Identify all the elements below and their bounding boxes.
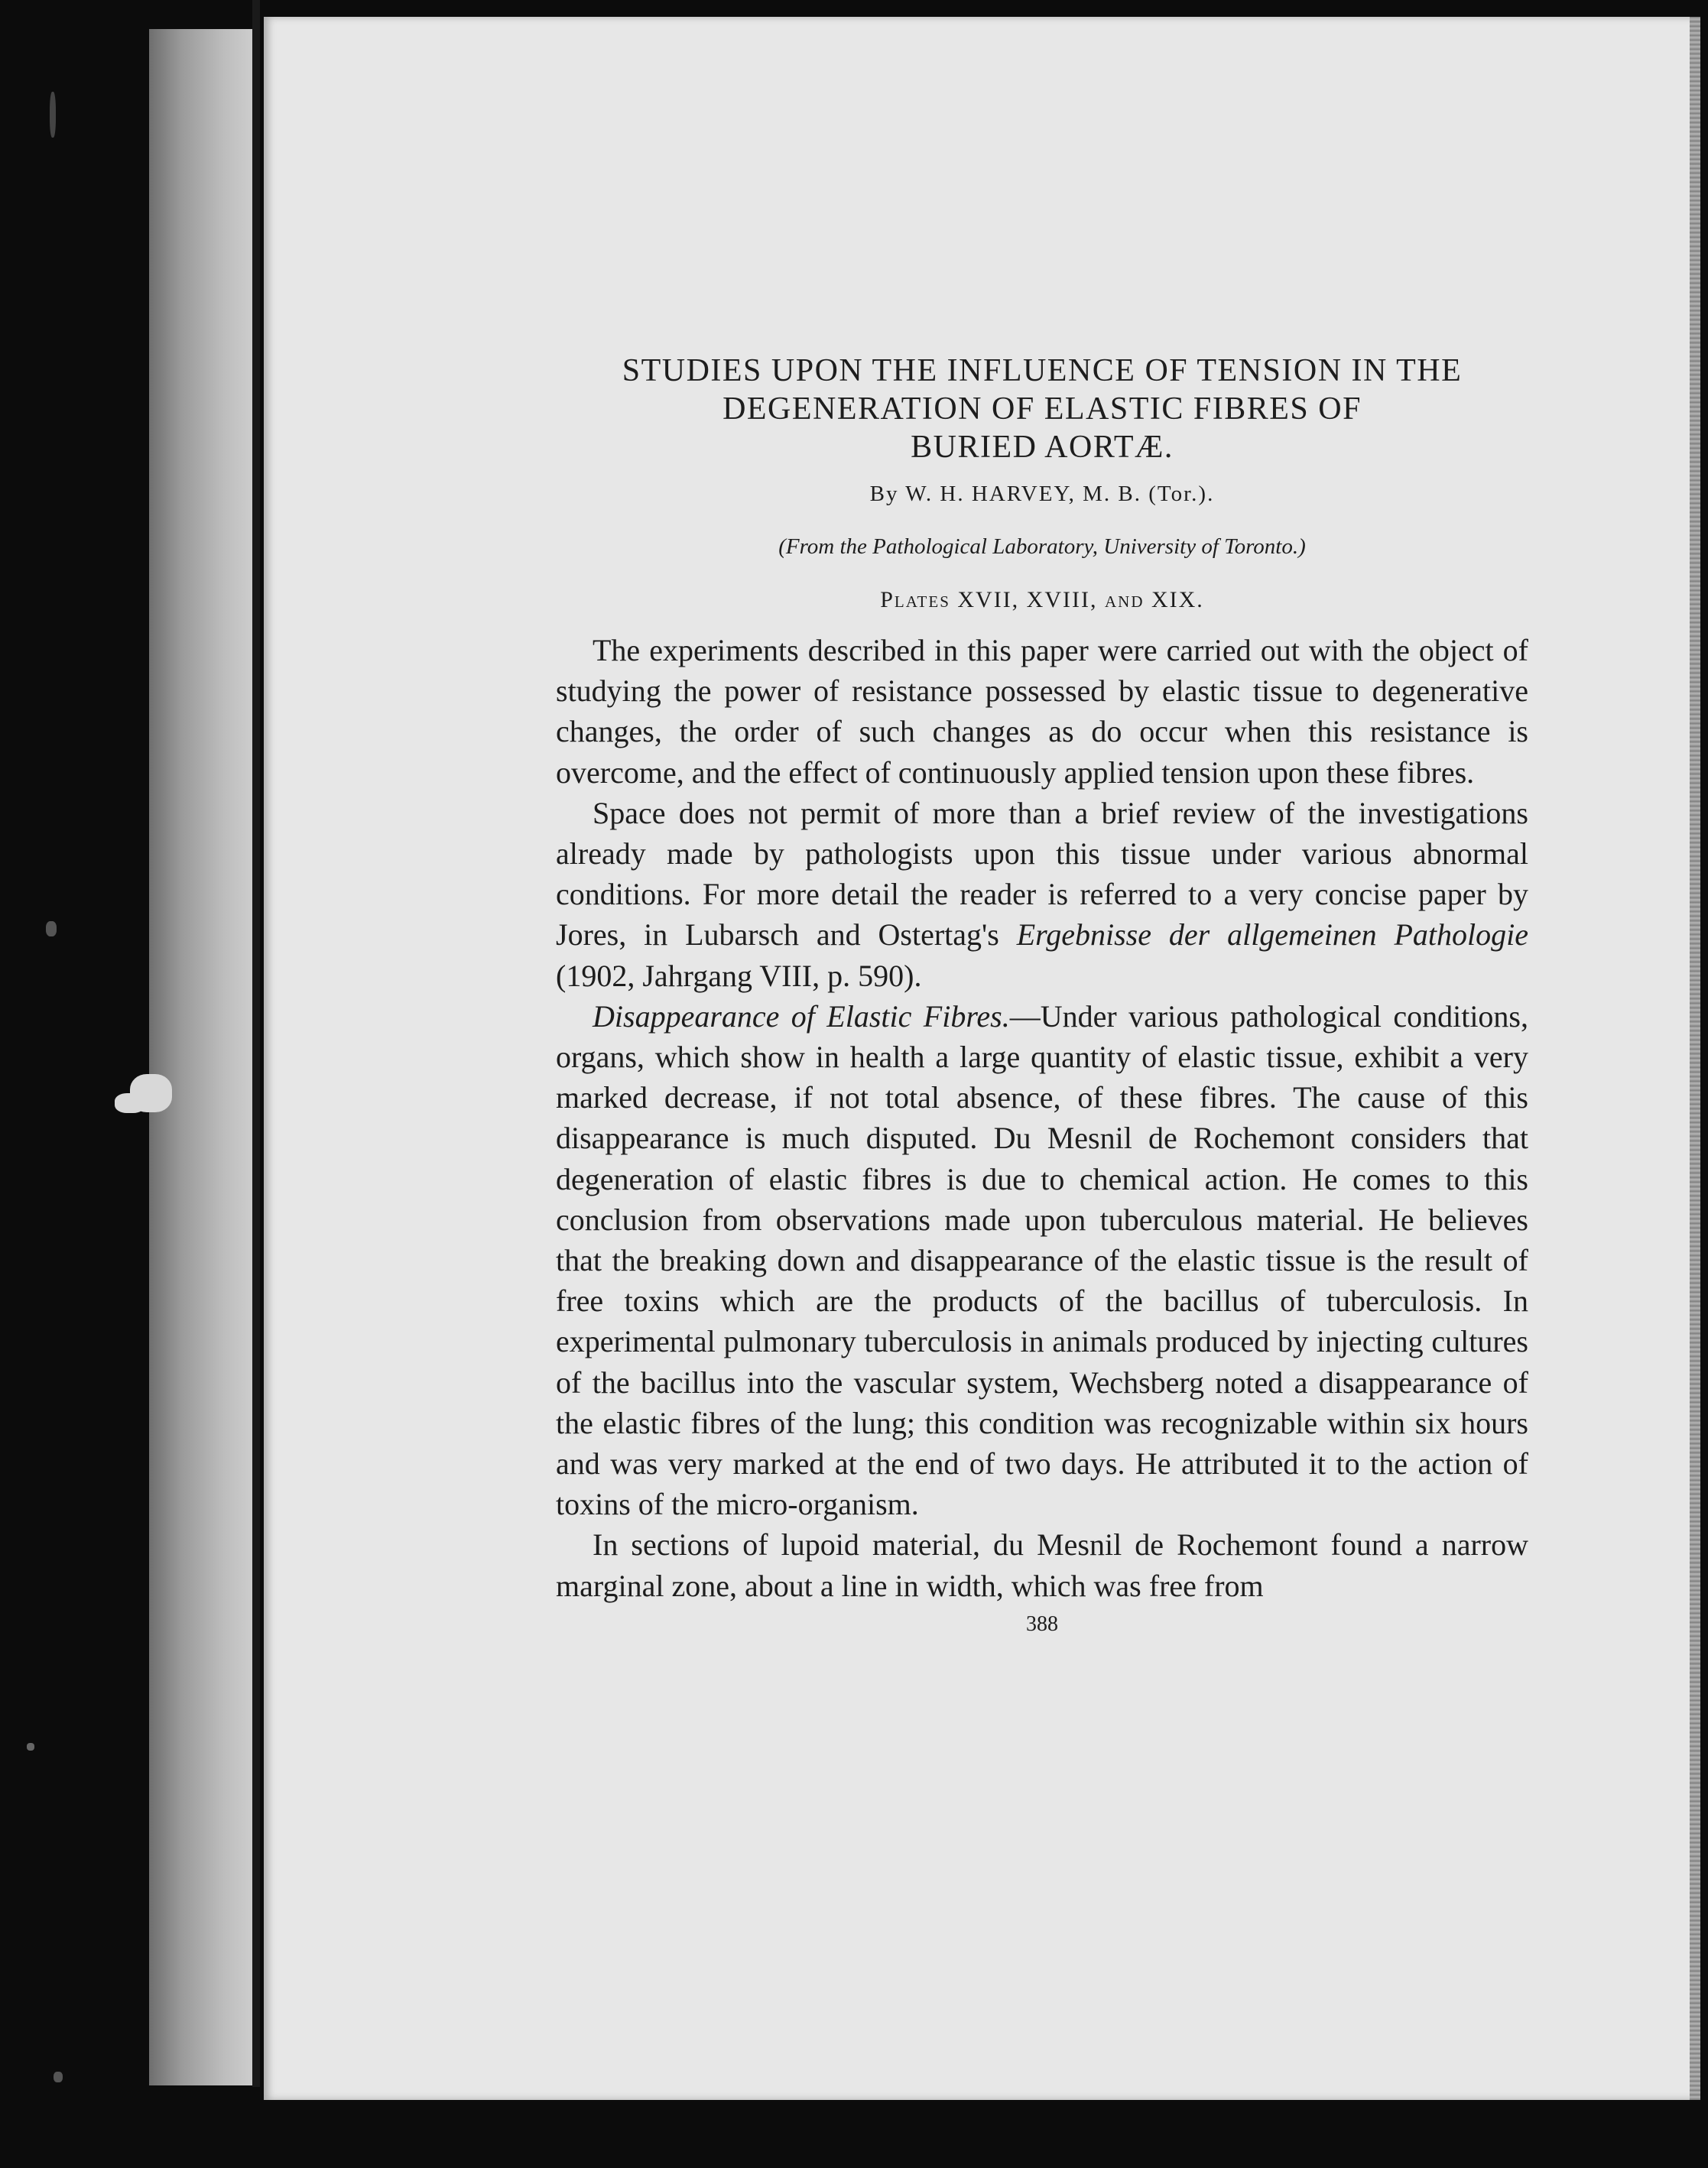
paragraph-2-text-b: (1902, Jahrgang VIII, p. 590).: [556, 958, 922, 993]
article-title: [556, 352, 1528, 466]
title-line-2: DEGENERATION OF ELASTIC FIBRES OF: [722, 391, 1362, 427]
paragraph-2: [556, 793, 1528, 996]
paragraph-3: [556, 996, 1528, 1525]
paragraph-2-journal: Ergebnisse der allgemeinen Pathologie: [1016, 917, 1528, 953]
paragraph-4: In sections of lupoid material, du Mesnil de Rochemont found a narrow marginal zone, about a line in width, which was free from: [556, 1527, 1528, 1603]
page-number: 388: [1026, 1611, 1058, 1636]
page-right-edge: [1690, 17, 1700, 2100]
paragraph-1: The experiments described in this paper were carried out with the object of studying the power of resistance possessed by elastic tissue to degenerative changes, the order of such changes as do occur when this resistance is overcome, and the effect of continuously applied tension upon these fibres.: [556, 633, 1528, 790]
paragraph-3-text: —Under various pathological conditions, organs, which show in health a large quantity of elastic tissue, exhibit a very marked decrease, if not total absence, of these fibres. The cause of this disappearance is much disputed. Du Mesnil de Rochemont considers that degeneration of elastic fibres is due to chemical action. He comes to this conclusion from observations made upon tuberculous material. He believes that the breaking down and disappearance of the elastic tissue is the result of free toxins which are the products of the bacillus of tuberculosis. In experimental pulmonary tuberculosis in animals produced by injecting cultures of the bacillus into the vascular system, Wechsberg noted a disappearance of the elastic fibres of the lung; this condition was recognizable within six hours and was very marked at the end of two days. He attributed it to the action of toxins of the micro-organism.: [556, 998, 1528, 1522]
section-heading-disappearance: Disappearance of Elastic Fibres.: [593, 998, 1010, 1034]
paragraph-2-text-a: Space does not permit of more than a brief review of the investigations already made by pathologists upon this tissue under various abnormal conditions. For more detail the reader is referred to a very concise paper by Jores, in Lubarsch and Ostertag's: [556, 795, 1528, 953]
title-line-1: STUDIES UPON THE INFLUENCE OF TENSION IN THE: [622, 353, 1463, 388]
author-affiliation: (From the Pathological Laboratory, University of Toronto.): [778, 534, 1306, 559]
title-line-3: BURIED AORTÆ.: [911, 430, 1174, 465]
page-edge-shadow: [252, 0, 260, 2087]
underlying-page-strip: [149, 29, 256, 2085]
article-content: [556, 352, 1528, 1637]
author-byline: By W. H. HARVEY, M. B. (Tor.).: [869, 482, 1215, 506]
plates-reference: Plates XVII, XVIII, and XIX.: [880, 587, 1204, 612]
